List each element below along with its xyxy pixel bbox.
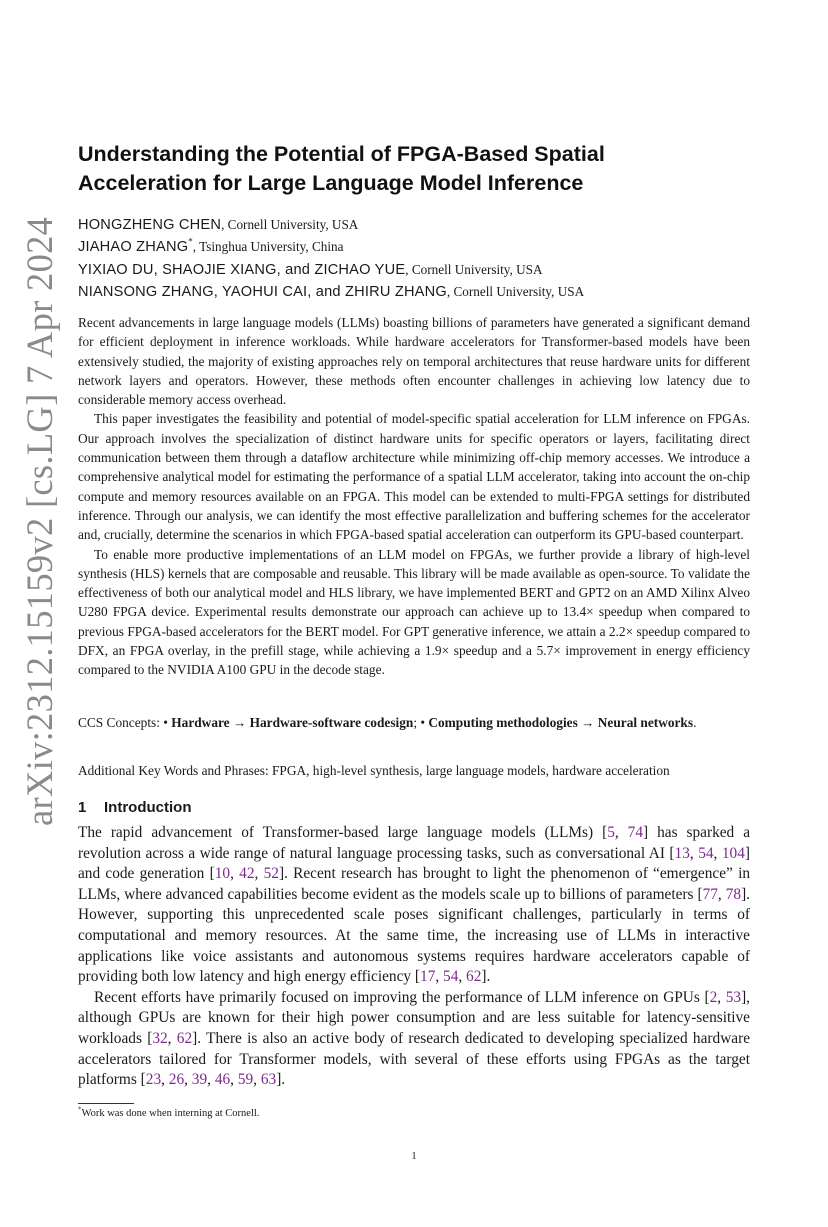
ccs-concepts	[78, 713, 750, 732]
intro-text: ,	[458, 968, 467, 986]
intro-text: ,	[184, 1071, 192, 1089]
citation-link[interactable]: 13	[674, 844, 690, 862]
citation-link[interactable]: 39	[191, 1071, 208, 1089]
citation-link[interactable]: 104	[721, 844, 745, 862]
footnote-marker: *	[78, 1105, 82, 1114]
citation-link[interactable]: 42	[239, 865, 255, 883]
intro-paragraph	[78, 988, 750, 1091]
citation-link[interactable]: 59	[237, 1071, 254, 1089]
author-marker: *	[188, 236, 193, 247]
footnote-rule	[78, 1103, 134, 1104]
intro-text: The rapid advancement of Transformer-based large language models (LLMs) [	[78, 824, 608, 841]
author-names: HONGZHENG CHEN	[78, 217, 222, 233]
page-number: 1	[411, 1151, 417, 1162]
author-line	[78, 214, 778, 236]
intro-paragraph	[78, 823, 750, 988]
author-names: NIANSONG ZHANG, YAOHUI CAI, and ZHIRU ZHANG	[78, 283, 447, 300]
intro-text: ,	[717, 885, 726, 903]
citation-link[interactable]: 54	[443, 968, 459, 986]
section-heading	[78, 798, 191, 818]
author-list	[78, 214, 778, 303]
intro-text: ,	[167, 1029, 177, 1047]
ccs-arrow: →	[232, 715, 247, 730]
citation-link[interactable]: 54	[698, 844, 714, 862]
citation-link[interactable]: 32	[152, 1029, 168, 1047]
ccs-separator: ;	[413, 715, 421, 730]
author-affiliation: , Cornell University, USA	[446, 283, 585, 299]
citation-link[interactable]: 53	[725, 988, 742, 1006]
intro-text: Recent efforts have primarily focused on improving the performance of LLM inference on GPUs [	[94, 988, 710, 1006]
intro-text: ,	[614, 824, 628, 841]
arxiv-identifier-stamp: arXiv:2312.15159v2 [cs.LG] 7 Apr 2024	[19, 216, 60, 826]
intro-text: ], although GPUs are known for their high power consumption and are less suitable for latency-sensitive workloads [	[78, 988, 751, 1047]
author-names: JIAHAO ZHANG	[78, 239, 189, 256]
intro-text: ,	[689, 844, 699, 862]
footnote-text: Work was done when interning at Cornell.	[81, 1108, 260, 1119]
intro-text: ].	[481, 968, 491, 986]
ccs-term: Hardware-software codesign	[249, 715, 414, 730]
citation-link[interactable]: 62	[466, 968, 482, 986]
intro-text: ,	[207, 1071, 215, 1089]
author-line	[78, 281, 778, 303]
intro-text: ,	[161, 1071, 169, 1089]
citation-link[interactable]: 74	[627, 824, 644, 841]
author-line	[78, 236, 778, 258]
author-affiliation: , Cornell University, USA	[221, 217, 359, 232]
citation-link[interactable]: 5	[607, 824, 615, 841]
intro-text: ] has sparked a revolution across a wide range of natural language processing tasks, such as conversational AI [	[78, 824, 751, 862]
section-number: 1	[78, 799, 87, 816]
ccs-term: Neural networks	[597, 715, 694, 730]
citation-link[interactable]: 63	[260, 1071, 277, 1089]
section-title: Introduction	[104, 799, 192, 816]
author-line	[78, 259, 778, 281]
ccs-end: .	[693, 715, 697, 730]
ccs-label: CCS Concepts:	[78, 715, 164, 730]
citation-link[interactable]: 23	[145, 1071, 162, 1089]
ccs-term: Computing methodologies	[428, 715, 578, 730]
footnote	[78, 1107, 259, 1121]
intro-text: ] and code generation [	[78, 844, 750, 883]
intro-text: ].	[276, 1071, 286, 1089]
abstract-paragraph: This paper investigates the feasibility and potential of model-specific spatial acceleration for LLM inference on FPGAs. Our approach involves the specialization of distinct hardware units for specific operators or layers, facilitating direct communication between them through a dataflow architecture while minimizing off-chip memory accesses. We introduce a comprehensive analytical model for estimating the performance of a spatial LLM accelerator, taking into account the on-chip compute and memory resources available on an FPGA. This model can be extended to multi-FPGA settings for distributed inference. Through our analysis, we can identify the most effective parallelization and buffering schemes for the accelerator and, crucially, determine the scenarios in which FPGA-based spatial acceleration can outperform its GPU-based counterpart.	[78, 411, 750, 543]
title-line-2: Acceleration for Large Language Model Inference	[78, 171, 584, 195]
paper-title	[78, 140, 778, 198]
intro-text: ]. However, supporting this unprecedented scale poses significant challenges, particularly in terms of computational and memory resources. At the same time, the increasing use of LLMs in interactive applications like voice assistants and autonomous systems requires hardware accelerators capable of providing both low latency and high energy efficiency [	[78, 885, 751, 986]
citation-link[interactable]: 26	[168, 1071, 185, 1089]
citation-link[interactable]: 2	[709, 988, 718, 1006]
intro-text: ]. There is also an active body of research dedicated to developing specialized hardware accelerators tailored for Transformer models, with several of these efforts using FPGAs as the target platforms [	[78, 1029, 751, 1089]
introduction-body	[78, 823, 750, 1091]
citation-link[interactable]: 62	[176, 1029, 193, 1047]
citation-link[interactable]: 17	[420, 968, 436, 986]
ccs-term: Hardware	[171, 715, 230, 730]
citation-link[interactable]: 78	[725, 885, 742, 903]
abstract-paragraph: To enable more productive implementations of an LLM model on FPGAs, we further provide a library of high-level synthesis (HLS) kernels that are composable and reusable. This library will be made available as open-source. To validate the effectiveness of both our analytical model and HLS library, we have implemented BERT and GPT2 on an AMD Xilinx Alveo U280 FPGA device. Experimental results demonstrate our approach can achieve up to 13.4× speedup when compared to previous FPGA-based accelerators for the BERT model. For GPT generative inference, we attain a 2.2× speedup compared to DFX, an FPGA overlay, in the prefill stage, while achieving a 1.9× speedup and a 5.7× improvement in energy efficiency compared to the NVIDIA A100 GPU in the decode stage.	[78, 546, 750, 678]
ccs-arrow: →	[581, 715, 595, 730]
ccs-bullet: •	[163, 715, 168, 730]
intro-text: ]. Recent research has brought to light the phenomenon of “emergence” in LLMs, where advanced capabilities become evident as the models scale up to billions of parameters [	[78, 865, 751, 903]
intro-text: ,	[254, 865, 264, 883]
intro-text: ,	[230, 865, 240, 883]
citation-link[interactable]: 10	[214, 865, 231, 883]
keywords: Additional Key Words and Phrases: FPGA, high-level synthesis, large language models, hardware acceleration	[78, 763, 670, 778]
author-names: YIXIAO DU, SHAOJIE XIANG, and ZICHAO YUE	[78, 261, 406, 278]
abstract-paragraph: Recent advancements in large language models (LLMs) boasting billions of parameters have generated a significant demand for efficient deployment in inference workloads. While hardware accelerators for Transformer-based models have been extensively studied, the majority of existing approaches rely on temporal architectures that reuse hardware units for different network layers and operators. However, these methods often encounter challenges in achieving low latency due to considerable memory access overhead.	[78, 315, 750, 408]
citation-link[interactable]: 77	[702, 885, 718, 903]
abstract	[78, 313, 750, 680]
ccs-bullet: •	[420, 715, 426, 730]
citation-link[interactable]: 52	[263, 865, 279, 883]
citation-link[interactable]: 46	[214, 1071, 231, 1089]
intro-text: ,	[717, 988, 726, 1006]
intro-text: ,	[253, 1071, 261, 1089]
title-line-1: Understanding the Potential of FPGA-Based Spatial	[78, 142, 605, 166]
author-affiliation: , Cornell University, USA	[405, 261, 543, 277]
intro-text: ,	[435, 968, 444, 986]
intro-text: ,	[230, 1071, 238, 1089]
intro-text: ,	[713, 844, 722, 862]
author-affiliation: , Tsinghua University, China	[192, 239, 344, 255]
